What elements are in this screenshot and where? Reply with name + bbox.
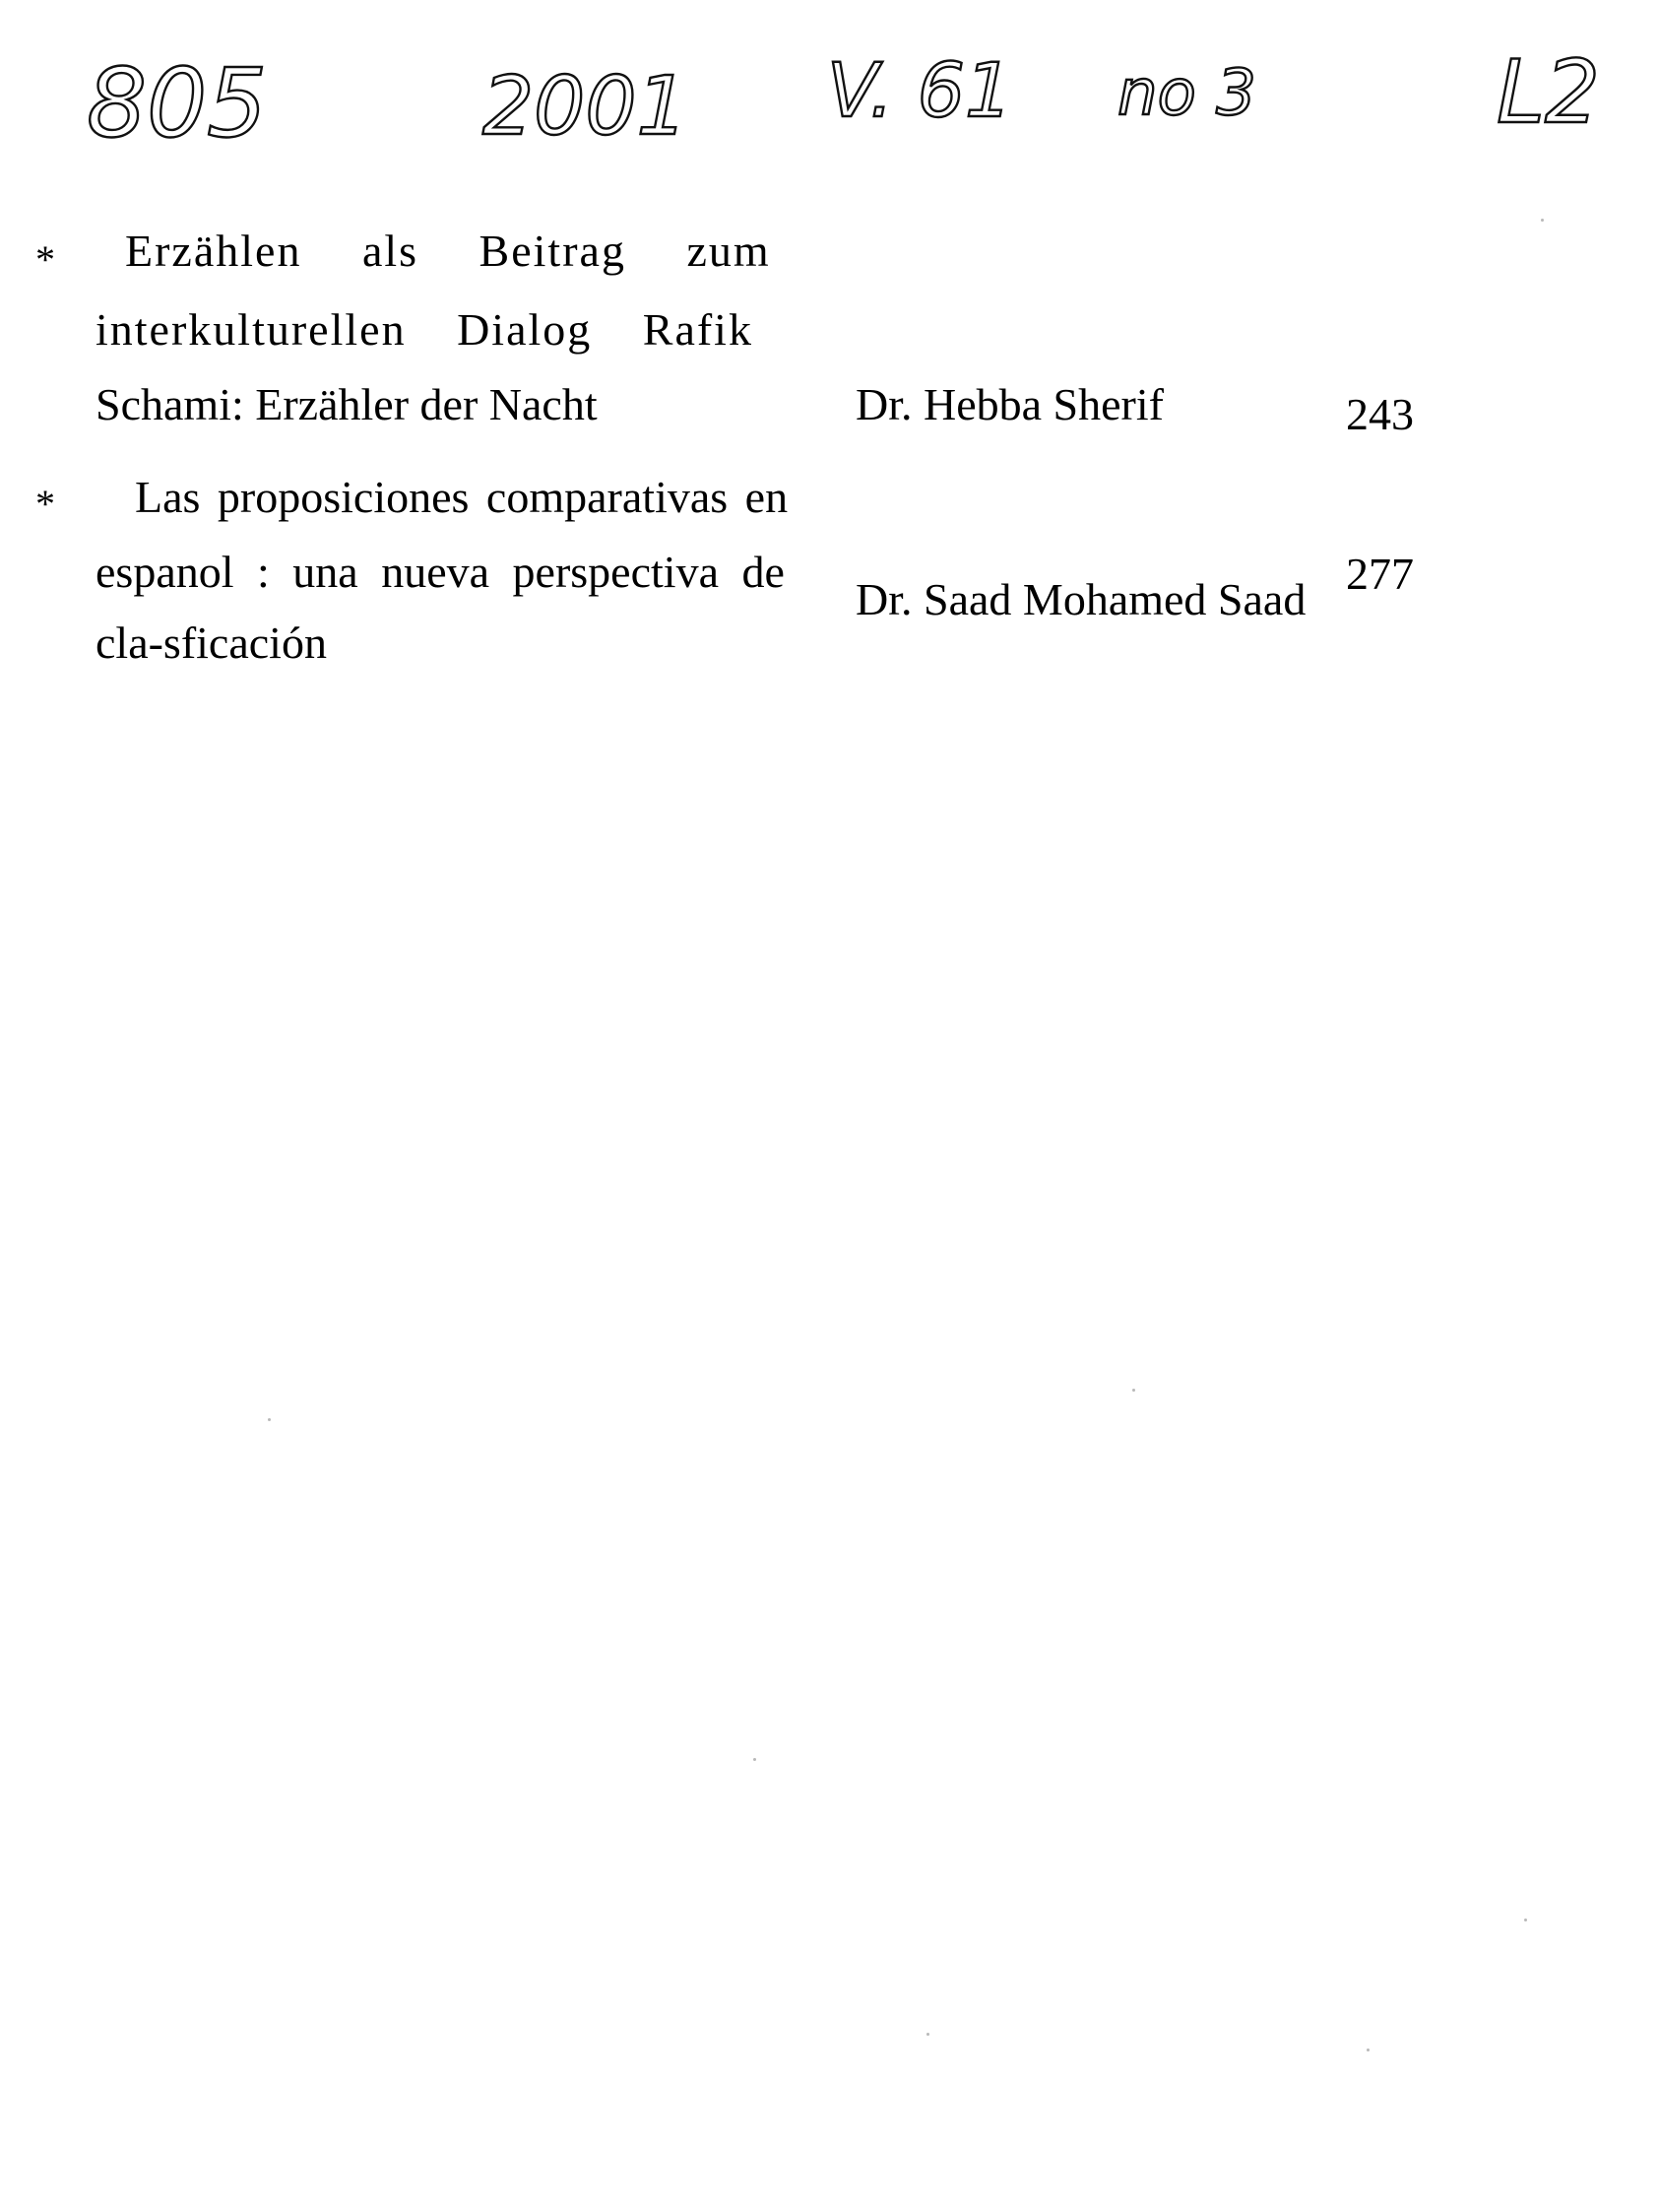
entry-title-line: Las proposiciones comparativas en	[135, 472, 789, 522]
entry-author: Dr. Hebba Sherif	[856, 379, 1164, 429]
scan-speck	[926, 2033, 929, 2036]
number-annotation: no 3	[1117, 57, 1256, 130]
handwritten-annotations	[0, 47, 1659, 156]
entry-bullet: *	[35, 237, 55, 282]
entry-title-line: Erzählen als Beitrag zum	[125, 226, 771, 276]
scan-speck	[753, 1758, 756, 1761]
call-number-annotation: 805	[87, 48, 268, 156]
volume-annotation: V. 61	[827, 47, 1013, 134]
entry-title-line: cla-sficación	[96, 618, 327, 668]
scan-speck	[268, 1418, 271, 1421]
scan-speck	[1541, 219, 1544, 222]
entry-title-line: interkulturellen Dialog Rafik	[96, 304, 753, 355]
entry-page-number: 277	[1346, 549, 1414, 599]
entry-page-number: 243	[1346, 389, 1414, 439]
entry-author: Dr. Saad Mohamed Saad	[856, 574, 1307, 624]
scan-speck	[1132, 1389, 1135, 1392]
entry-bullet: *	[35, 482, 55, 526]
scan-speck	[1524, 1919, 1527, 1921]
year-annotation: 2001	[482, 60, 688, 154]
scan-speck	[1367, 2049, 1370, 2051]
entry-title-line: Schami: Erzähler der Nacht	[96, 379, 598, 429]
code-annotation: L2	[1497, 47, 1601, 143]
entry-title-line: espanol : una nueva perspectiva de	[96, 547, 785, 597]
